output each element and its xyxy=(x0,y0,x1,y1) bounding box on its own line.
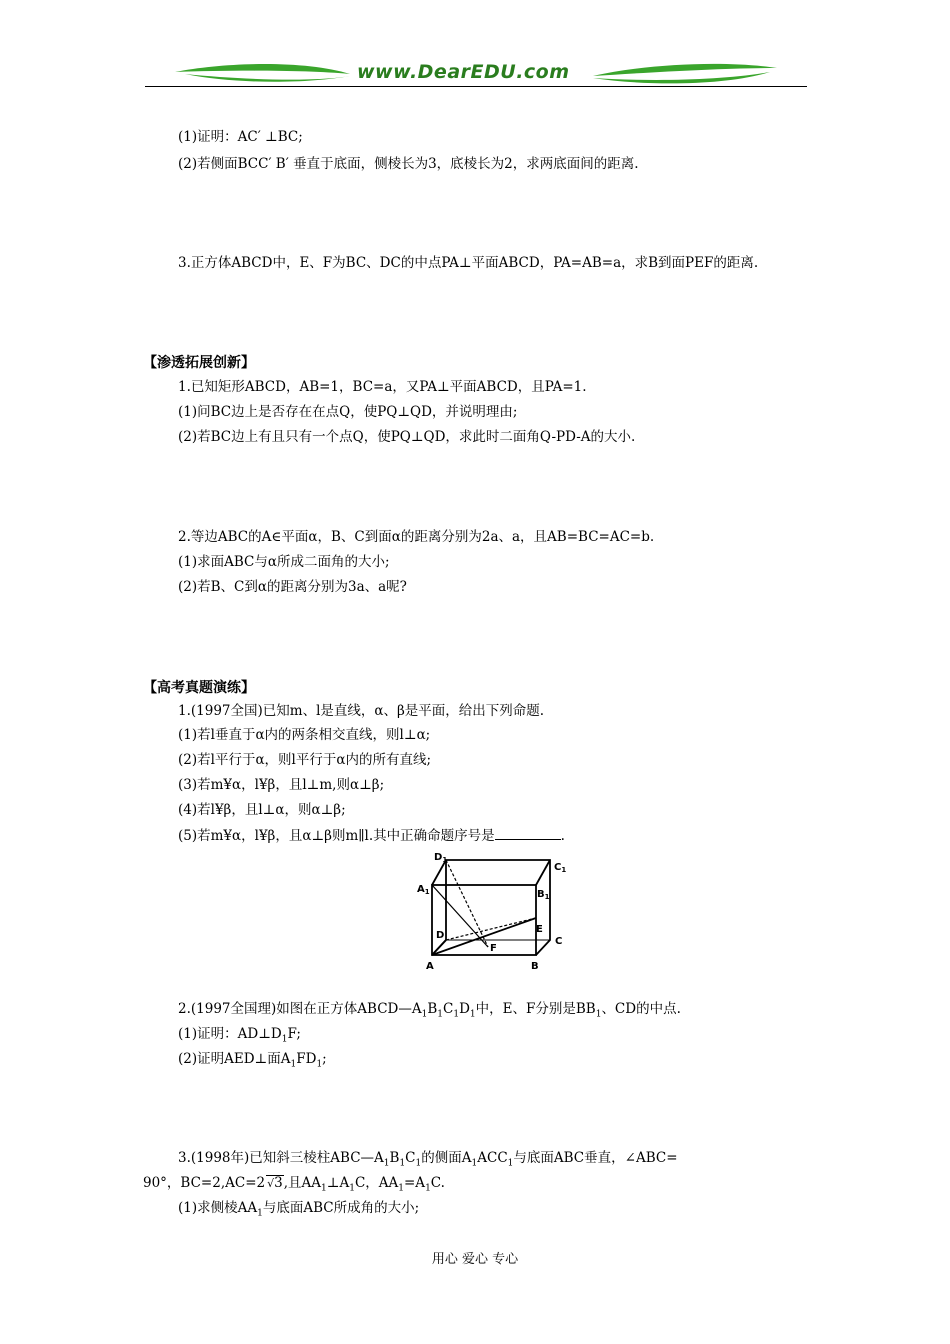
text-line: 2.等边ABC的A∈平面α，B、C到面α的距离分别为2a、a，且AB=BC=AC=b. xyxy=(178,529,655,545)
text-line: (1)问BC边上是否存在在点Q，使PQ⊥QD，并说明理由; xyxy=(178,404,518,420)
text-run: ,且AA xyxy=(283,1175,322,1191)
text-run: D xyxy=(459,1001,470,1017)
text-line: 3.正方体ABCD中，E、F为BC、DC的中点PA⊥平面ABCD，PA=AB=a，求B到面PEF的距离. xyxy=(178,255,759,271)
label-B: B xyxy=(531,961,539,972)
label-A: A xyxy=(426,961,434,972)
text-run: 与底面ABC垂直，∠ABC= xyxy=(513,1150,678,1166)
subscript: 1 xyxy=(469,1009,476,1020)
text-run: C xyxy=(405,1150,416,1166)
text-line: (1)证明：AC′ ⊥BC; xyxy=(178,129,303,145)
text-line: (1)求面ABC与α所成二面角的大小; xyxy=(178,554,390,570)
subscript: 1 xyxy=(415,1158,422,1169)
subscript: 1 xyxy=(290,1059,297,1070)
text-line xyxy=(143,1173,445,1199)
text-run: B xyxy=(389,1150,400,1166)
text-run: 、CD的中点. xyxy=(601,1001,681,1017)
label-B1: $B_1$ xyxy=(537,889,550,901)
text-line: 1.(1997全国)已知m、l是直线，α、β是平面，给出下列命题. xyxy=(178,703,545,719)
text-run: B xyxy=(427,1001,438,1017)
text-run: 2.(1997全国理)如图在正方体ABCD—A xyxy=(178,1001,422,1017)
text-line xyxy=(178,1049,327,1075)
page-footer: 用心 爱心 专心 xyxy=(431,1252,519,1267)
subscript: 1 xyxy=(383,1158,390,1169)
text-run: 3 xyxy=(274,1175,283,1191)
page-header xyxy=(145,58,807,92)
text-run: C. xyxy=(430,1175,445,1191)
text-line xyxy=(178,999,681,1025)
label-E: E xyxy=(536,924,543,935)
subscript: 1 xyxy=(507,1158,514,1169)
sqrt-radicand: √3 xyxy=(267,1175,283,1191)
text-run: (5)若m¥α，l¥β，且α⊥β则m∥l.其中正确命题序号是 xyxy=(178,828,495,844)
subscript: 1 xyxy=(425,1183,431,1194)
label-F: F xyxy=(490,943,497,954)
answer-blank[interactable] xyxy=(495,825,561,840)
text-run: 90°，BC=2,AC=2 xyxy=(143,1175,266,1191)
text-run: C xyxy=(442,1001,454,1017)
text-run: ⊥A xyxy=(326,1175,350,1191)
text-run: 与底面ABC所成角的大小; xyxy=(262,1200,420,1216)
label-C1: $C_1$ xyxy=(554,862,567,874)
front-face-top-edge xyxy=(432,885,536,955)
text-line: (2)若l平行于α，则l平行于α内的所有直线; xyxy=(178,752,432,768)
label-D: D xyxy=(436,930,445,941)
subscript: 1 xyxy=(399,1158,406,1169)
subscript: 1 xyxy=(398,1183,404,1194)
text-line: (1)若l垂直于α内的两条相交直线，则l⊥α; xyxy=(178,727,431,743)
text-run: ACC xyxy=(477,1150,508,1166)
text-run: 中，E、F分别是BB xyxy=(475,1001,596,1017)
subscript: 1 xyxy=(257,1208,263,1219)
subscript: 1 xyxy=(349,1183,355,1194)
text-run: 3.(1998年)已知斜三棱柱ABC—A xyxy=(178,1150,384,1166)
section-heading: 【高考真题演练】 xyxy=(143,680,255,696)
subscript: 1 xyxy=(595,1009,602,1020)
subscript: 1 xyxy=(437,1009,443,1020)
text-run: 的侧面A xyxy=(421,1150,472,1166)
label-A1: $A_1$ xyxy=(417,884,430,896)
text-line xyxy=(178,1198,419,1224)
text-line: (2)若侧面BCC′ B′ 垂直于底面，侧棱长为3，底棱长为2，求两底面间的距离. xyxy=(178,156,639,172)
subscript: 1 xyxy=(471,1158,478,1169)
text-run: (1)证明：AD⊥D xyxy=(178,1026,282,1042)
text-line: (3)若m¥α，l¥β，且l⊥m,则α⊥β; xyxy=(178,777,385,793)
header-brand: www.DearEDU.com xyxy=(357,61,570,83)
subscript: 1 xyxy=(281,1034,288,1045)
label-C: C xyxy=(555,936,563,947)
text-run: =A xyxy=(404,1175,426,1191)
text-run: FD xyxy=(296,1051,317,1067)
text-line: (2)若BC边上有且只有一个点Q，使PQ⊥QD，求此时二面角Q-PD-A的大小. xyxy=(178,429,636,445)
text-line xyxy=(178,1148,678,1174)
text-line: 1.已知矩形ABCD，AB=1，BC=a，又PA⊥平面ABCD，且PA=1. xyxy=(178,379,587,395)
text-run: F; xyxy=(287,1026,301,1042)
subscript: 1 xyxy=(453,1009,460,1020)
label-D1: $D_1$ xyxy=(434,852,448,864)
subscript: 1 xyxy=(316,1059,323,1070)
text-line: (2)若B、C到α的距离分别为3a、a呢? xyxy=(178,579,407,595)
header-rule xyxy=(145,86,807,87)
text-line xyxy=(178,1024,301,1050)
text-line: (4)若l¥β，且l⊥α，则α⊥β; xyxy=(178,802,346,818)
cube-figure xyxy=(414,850,574,972)
subscript: 1 xyxy=(321,1183,327,1194)
text-run: ; xyxy=(322,1051,327,1067)
text-line xyxy=(178,825,565,846)
text-run: . xyxy=(560,828,565,844)
text-run: (2)证明AED⊥面A xyxy=(178,1051,291,1067)
section-heading: 【渗透拓展创新】 xyxy=(143,355,255,371)
subscript: 1 xyxy=(421,1009,428,1020)
text-run: (1)求侧棱AA xyxy=(178,1200,258,1216)
text-run: C，AA xyxy=(354,1175,399,1191)
